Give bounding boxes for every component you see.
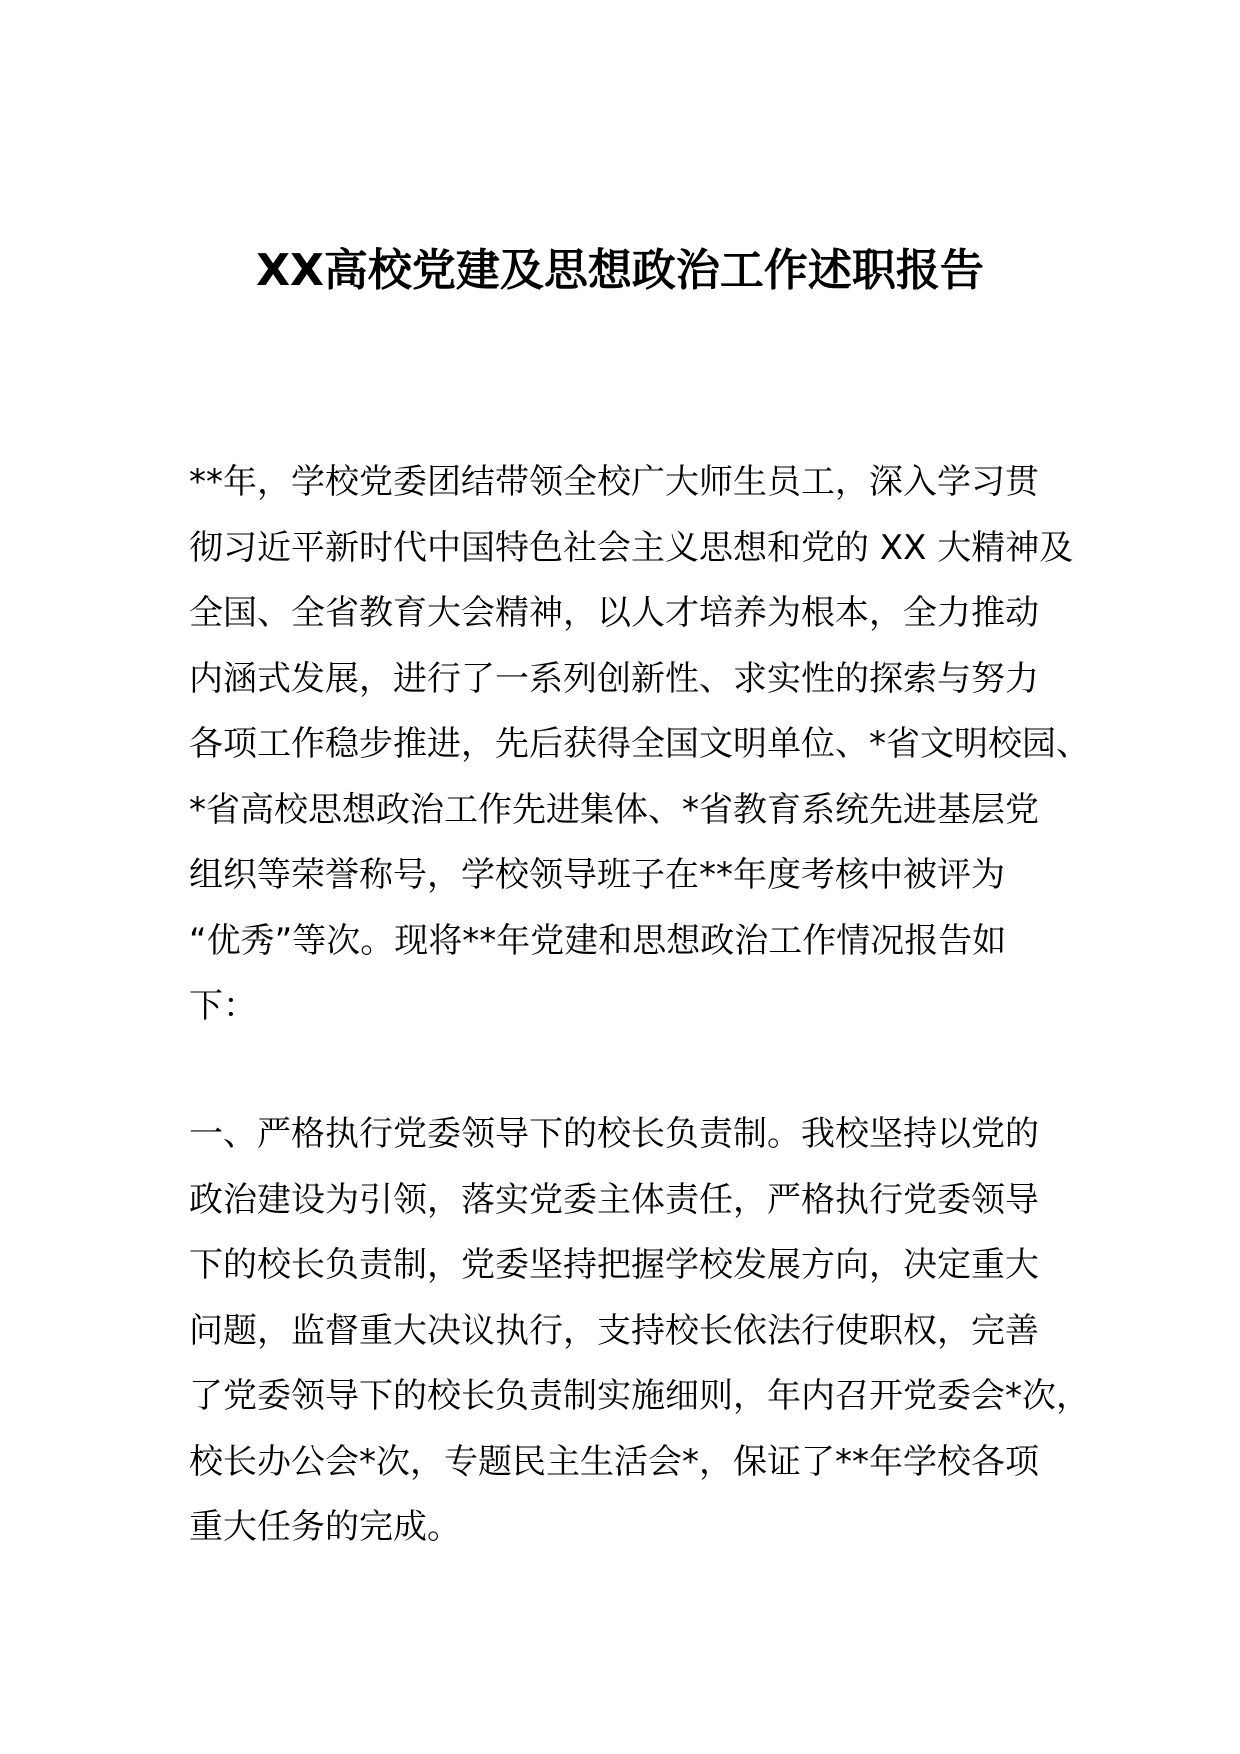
- paragraph-line: 全国、全省教育大会精神，以人才培养为根本，全力推动: [189, 593, 1039, 633]
- paragraph-intro: [189, 450, 1089, 1040]
- paragraph-line: 校长办公会*次，专题民主生活会*，保证了**年学校各项: [189, 1441, 1039, 1482]
- paragraph-line: “优秀”等次。现将**年党建和思想政治工作情况报告如: [189, 920, 1007, 961]
- paragraph-line: 下的校长负责制，党委坚持把握学校发展方向，决定重大: [189, 1245, 1039, 1285]
- paragraph-line: 一、严格执行党委领导下的校长负责制。我校坚持以党的: [189, 1114, 1039, 1154]
- paragraph-line: 组织等荣誉称号，学校领导班子在**年度考核中被评为: [189, 855, 1005, 895]
- paragraph-line: 问题，监督重大决议执行，支持校长依法行使职权，完善: [189, 1310, 1039, 1351]
- document-title: XX高校党建及思想政治工作述职报告: [256, 245, 984, 297]
- paragraph-line: 政治建设为引领，落实党委主体责任，严格执行党委领导: [189, 1179, 1039, 1220]
- paragraph-line: 重大任务的完成。: [189, 1507, 461, 1547]
- paragraph-line: 彻习近平新时代中国特色社会主义思想和党的 XX 大精神及: [189, 527, 1074, 568]
- paragraph-line: 各项工作稳步推进，先后获得全国文明单位、*省文明校园、: [189, 724, 1090, 764]
- paragraph-line: 下：: [189, 986, 257, 1026]
- paragraph-line: **年，学校党委团结带领全校广大师生员工，深入学习贯: [189, 462, 1039, 502]
- paragraph-line: 内涵式发展，进行了一系列创新性、求实性的探索与努力: [189, 658, 1039, 699]
- paragraph-line: 了党委领导下的校长负责制实施细则，年内召开党委会*次，: [189, 1376, 1090, 1416]
- paragraph-section-one: [189, 1102, 1089, 1561]
- paragraph-line: *省高校思想政治工作先进集体、*省教育系统先进基层党: [189, 789, 1039, 830]
